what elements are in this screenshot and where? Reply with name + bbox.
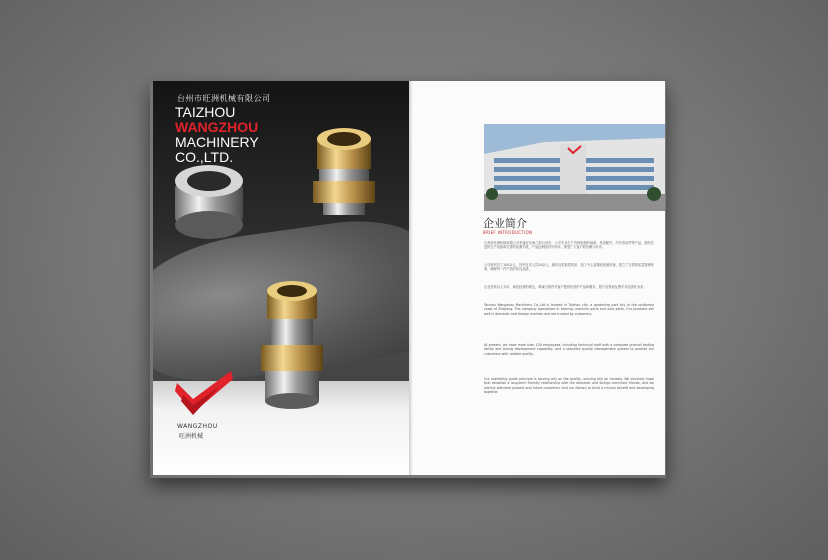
- brochure-spread: [153, 81, 665, 475]
- company-name-cn: 台州市旺洲机械有限公司: [177, 94, 271, 103]
- logo-label-en: WANGZHOU: [177, 423, 218, 430]
- company-name-en-line2: WANGZHOU: [175, 119, 259, 135]
- intro-paragraph: Our marketing guide principle is serving rely on the quality, winning rely on honesty. We sincerely hope that establish a long-term friendly relationship with the domestic and foreign merchant friends, and we warmly welcome present and future customers visit our factory to build a mutual benefit and developing together.: [484, 377, 654, 395]
- company-name-en-line3: MACHINERY: [175, 134, 259, 150]
- fitting-top-right: [313, 128, 375, 215]
- section-subtitle: BRIEF INTRODUCTION: [483, 230, 533, 235]
- intro-paragraph: At present, we have more than 100 employees, including technical staff with a complete product testing ability and strong development capability, and a standard quality management system to provide our customers with reliable quality.: [484, 343, 654, 356]
- spine-shadow: [409, 81, 413, 475]
- intro-paragraph: Taizhou Wangzhou Machinery Co.,Ltd is located in Taizhou city, a gardening port city in the southeast coast of Zhejiang. The company specializes in bearing, machine parts and auto parts. Our products sell well in domestic and foreign markets and are trusted by customers.: [484, 303, 654, 316]
- brochure-cover-page: [153, 81, 409, 475]
- bearing-left: [175, 165, 243, 239]
- brochure-intro-page: [409, 81, 665, 475]
- intro-paragraph: 企业坚持以人为本、诚信经营的理念，竭诚为国内外客户提供优质的产品和服务，愿与各界朋友携手共创美好未来。: [484, 285, 647, 289]
- fitting-bottom-center: [261, 281, 323, 409]
- intro-paragraph: 台州市旺洲机械有限公司坐落在东海之滨台州市，公司专业生产各种规格的轴承、机床配件、汽车零部件等产品，拥有先进的生产设备和完善的检测手段，产品远销国内外市场，深受广大客户的信赖与好评。: [484, 241, 654, 250]
- section-title: 企业简介: [483, 217, 527, 230]
- company-name-en-line1: TAIZHOU: [175, 104, 236, 120]
- logo-label-cn: 旺洲机械: [179, 433, 204, 440]
- wangzhou-logo-icon: [175, 369, 235, 421]
- factory-building-photo: [484, 124, 665, 211]
- intro-paragraph: 公司现有员工100余人，其中技术人员20余人，拥有各类数控机床、加工中心及精密检测设备，建立了完善的质量管理体系，确保每一件产品的优良品质。: [484, 263, 654, 272]
- company-name-en-line4: CO.,LTD.: [175, 149, 234, 165]
